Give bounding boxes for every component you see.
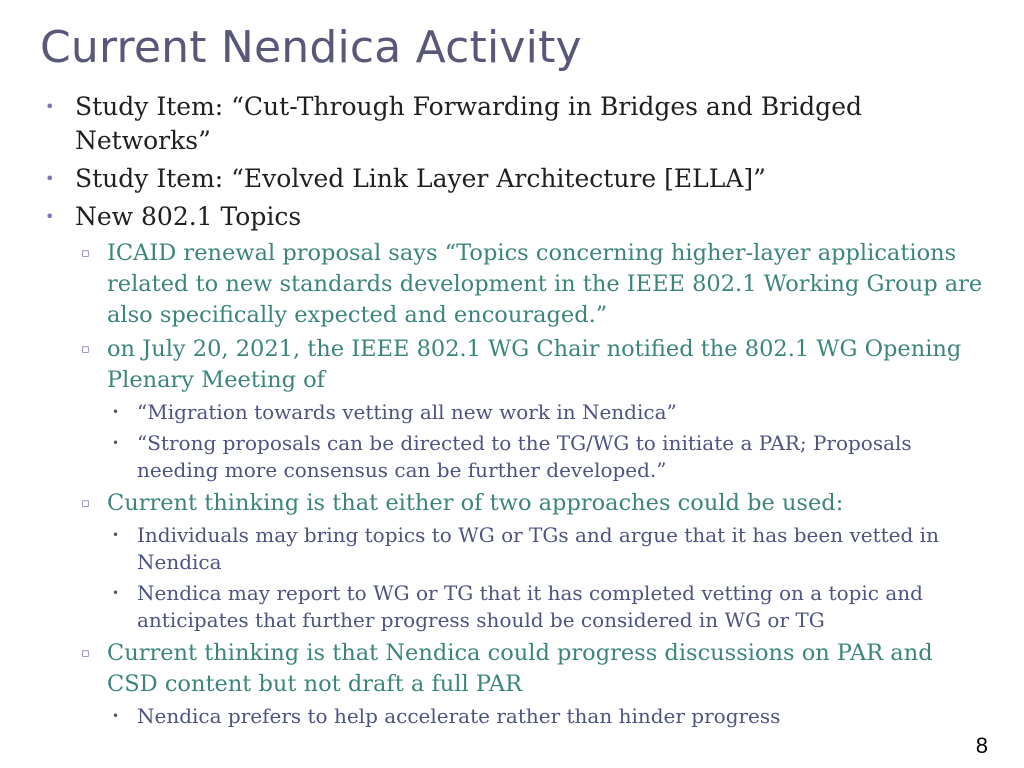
sub-sub-bullet-item xyxy=(107,522,984,577)
square-bullet-icon: ▫ xyxy=(81,495,90,511)
sub-sub-bullet-item xyxy=(107,580,984,635)
sub-sub-bullet-item xyxy=(107,703,984,731)
bullet-dot-icon: • xyxy=(45,169,55,188)
bullet-text: Study Item: “Evolved Link Layer Architecture [ELLA]” xyxy=(75,164,766,193)
sub-bullet-item xyxy=(75,488,984,519)
small-dot-icon: • xyxy=(112,708,120,723)
small-dot-icon: • xyxy=(112,527,120,542)
sub-bullet-item xyxy=(75,638,984,700)
bullet-text: New 802.1 Topics xyxy=(75,202,302,231)
bullet-dot-icon: • xyxy=(45,97,55,116)
sub-sub-bullet-text: Nendica may report to WG or TG that it has completed vetting on a topic and anticipates that further progress should be considered in WG or TG xyxy=(137,580,923,632)
sub-bullet-item xyxy=(75,238,984,331)
small-dot-icon: • xyxy=(112,585,120,600)
bullet-item xyxy=(44,90,984,158)
square-bullet-icon: ▫ xyxy=(81,645,90,661)
small-dot-icon: • xyxy=(112,405,120,419)
page-number: 8 xyxy=(975,733,988,758)
sub-bullet-item xyxy=(75,334,984,396)
sub-bullet-text: Current thinking is that either of two approaches could be used: xyxy=(107,489,844,516)
small-dot-icon: • xyxy=(112,435,120,450)
sub-sub-bullet-item xyxy=(107,430,984,485)
sub-sub-bullet-text: “Migration towards vetting all new work in Nendica” xyxy=(137,400,677,424)
bullet-item xyxy=(44,162,984,196)
square-bullet-icon: ▫ xyxy=(81,342,90,357)
sub-sub-bullet-item xyxy=(107,399,984,427)
sub-bullet-text: on July 20, 2021, the IEEE 802.1 WG Chair notified the 802.1 WG Opening Plenary Meeting of xyxy=(107,336,962,393)
sub-bullet-text: ICAID renewal proposal says “Topics concerning higher-layer applications related to new standards development in the IEEE 802.1 Working Group are also specifically expected and encouraged.” xyxy=(107,240,983,328)
sub-sub-bullet-text: Individuals may bring topics to WG or TGs and argue that it has been vetted in Nendica xyxy=(137,522,939,574)
bullet-list xyxy=(44,90,984,733)
sub-sub-bullet-text: “Strong proposals can be directed to the TG/WG to initiate a PAR; Proposals needing more consensus can be further developed.” xyxy=(137,430,912,482)
bullet-text: Study Item: “Cut-Through Forwarding in Bridges and Bridged Networks” xyxy=(75,92,862,155)
slide-title: Current Nendica Activity xyxy=(40,22,582,73)
bullet-dot-icon: • xyxy=(45,207,55,226)
sub-sub-bullet-text: Nendica prefers to help accelerate rather than hinder progress xyxy=(137,703,781,728)
square-bullet-icon: ▫ xyxy=(81,246,90,261)
sub-bullet-text: Current thinking is that Nendica could progress discussions on PAR and CSD content but not draft a full PAR xyxy=(107,639,933,697)
bullet-item xyxy=(44,200,984,234)
